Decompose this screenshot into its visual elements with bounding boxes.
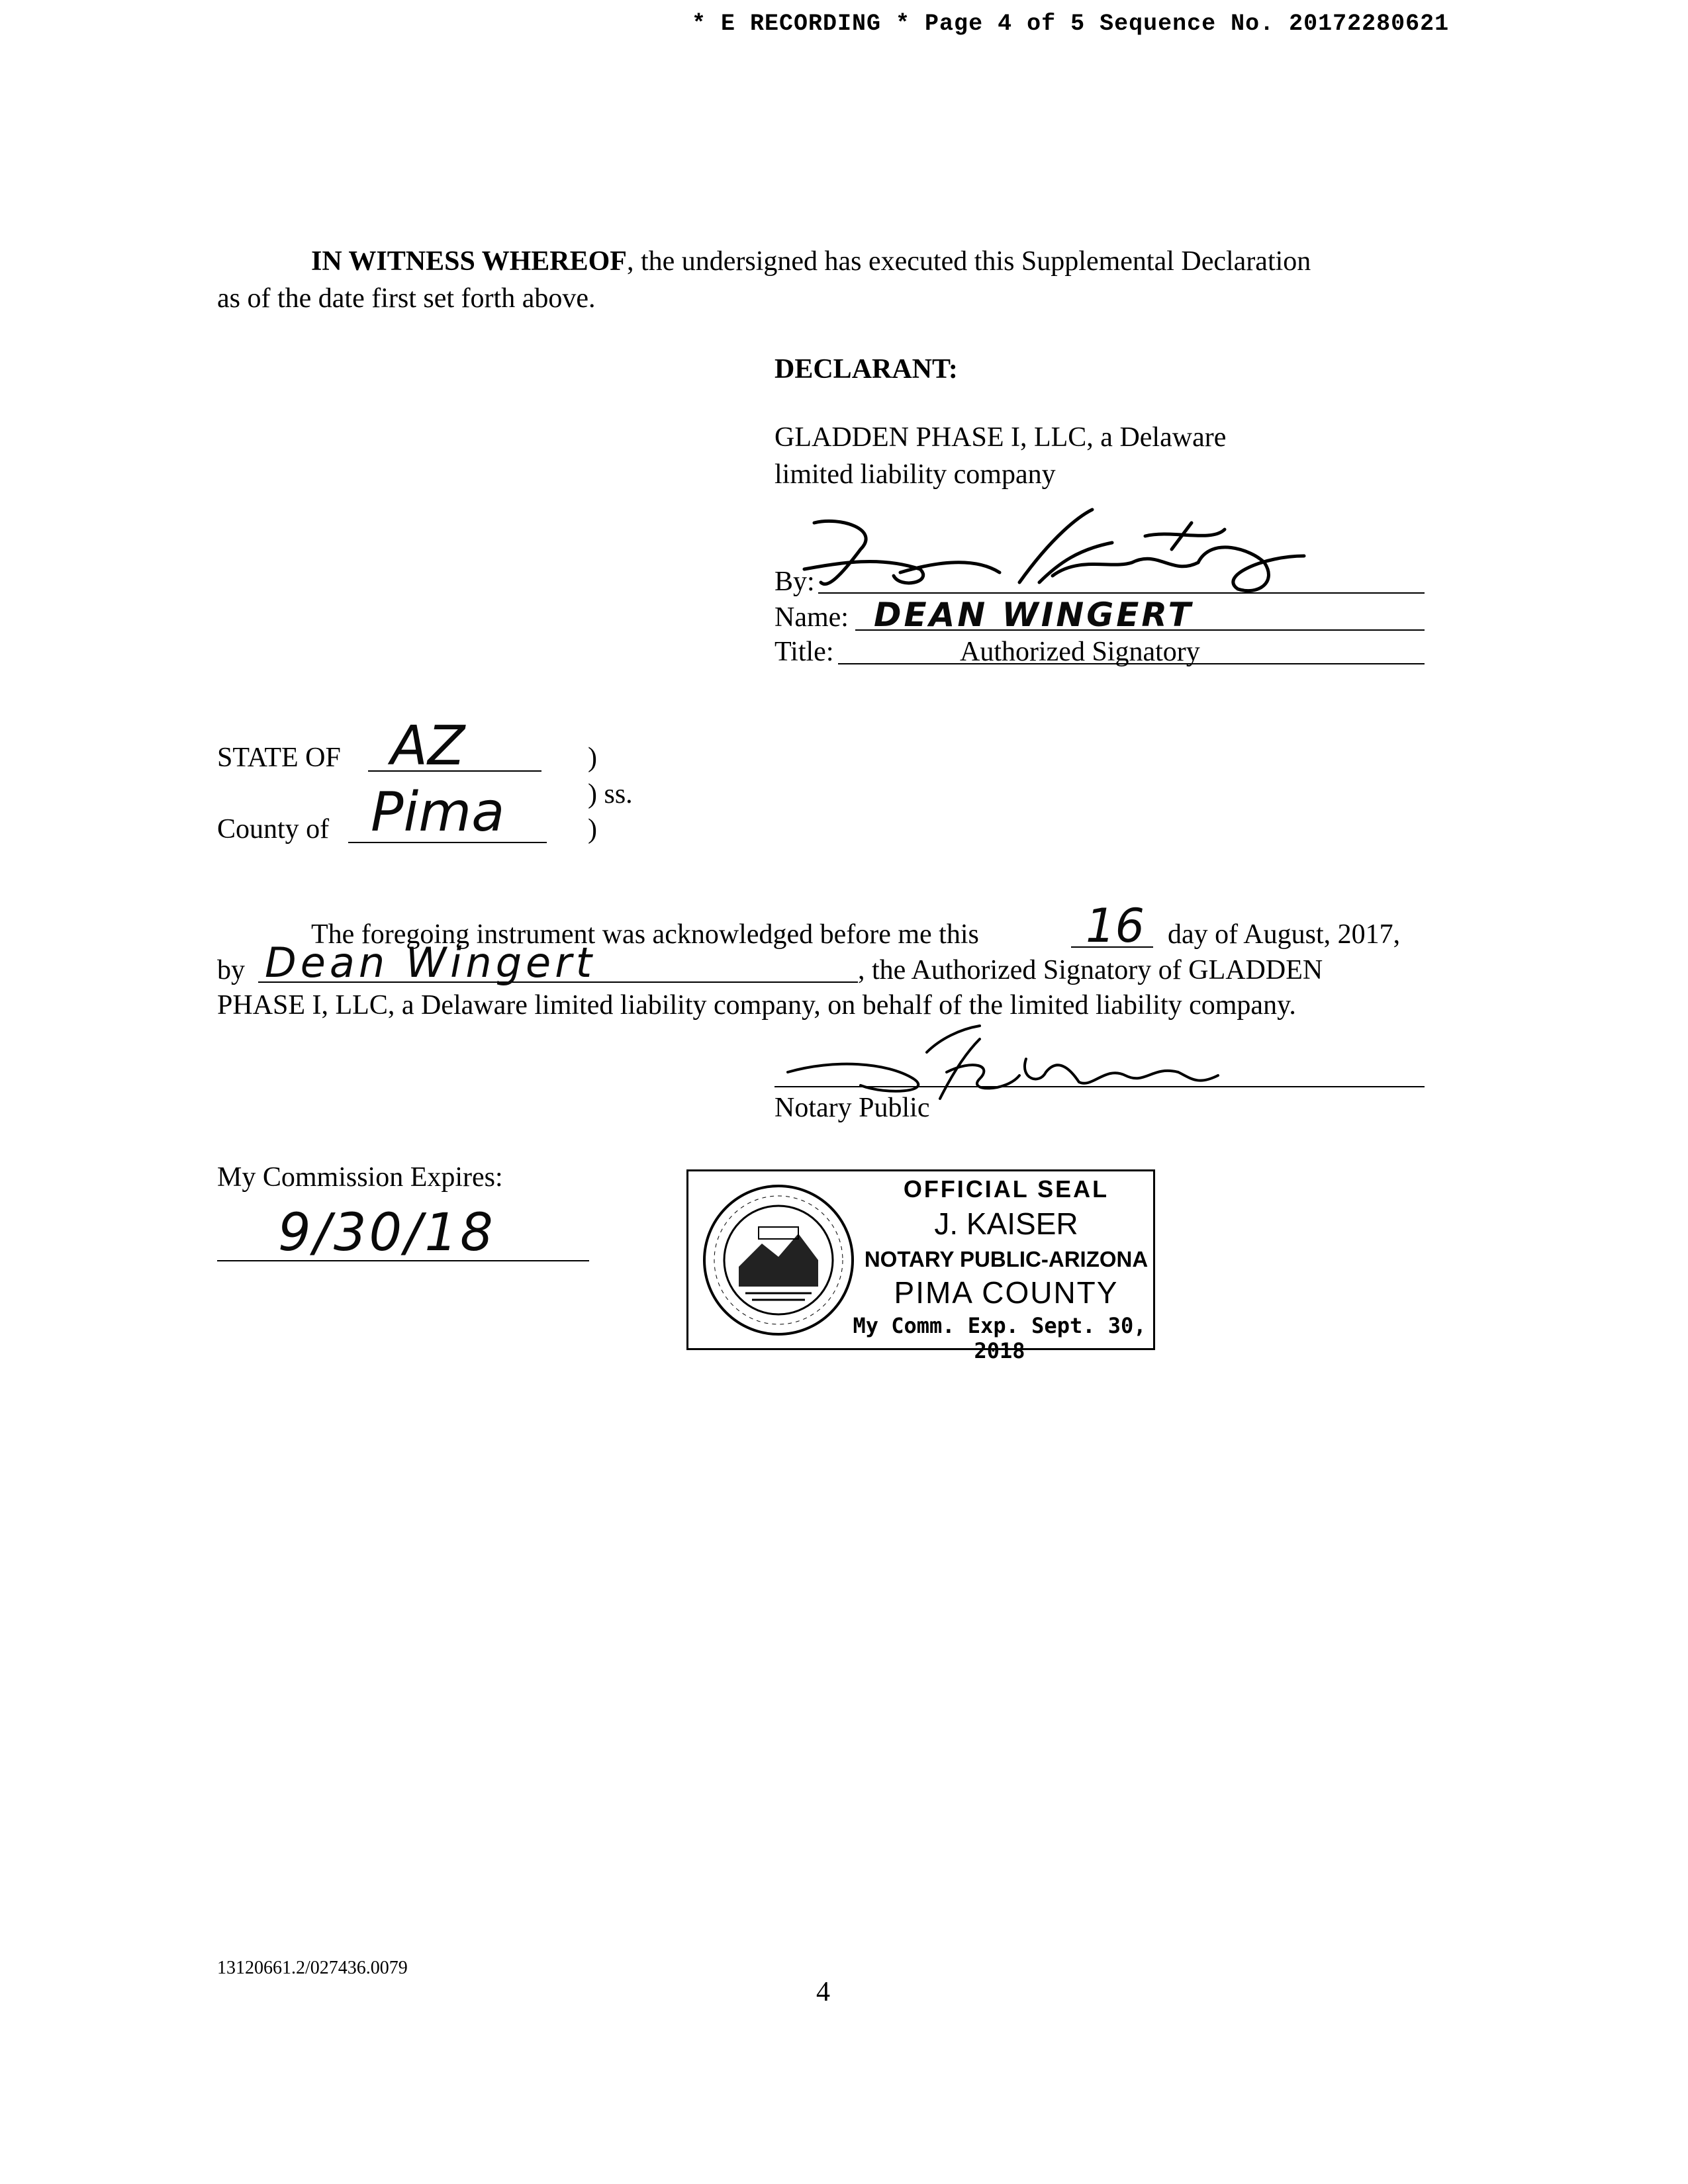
declarant-entity-line-2: limited liability company — [774, 459, 1056, 490]
by-label: By: — [774, 567, 815, 597]
name-label: Name: — [774, 602, 849, 633]
witness-line-2: as of the date first set forth above. — [217, 283, 596, 314]
document-number: 13120661.2/027436.0079 — [217, 1958, 408, 1978]
day-handwritten: 16 — [1086, 899, 1145, 953]
county-handwritten: Pima — [371, 781, 505, 844]
recording-header: * E RECORDING * Page 4 of 5 Sequence No. 20172280621 — [692, 11, 1450, 37]
seal-notary-line: NOTARY PUBLIC-ARIZONA — [864, 1247, 1149, 1271]
seal-expiry: My Comm. Exp. Sept. 30, 2018 — [853, 1313, 1147, 1363]
witness-lead: IN WITNESS WHEREOF — [311, 246, 627, 277]
commission-label: My Commission Expires: — [217, 1162, 503, 1193]
official-seal-stamp — [686, 1169, 1155, 1363]
seal-title: OFFICIAL SEAL — [903, 1175, 1109, 1203]
seal-county: PIMA COUNTY — [894, 1275, 1119, 1310]
arizona-seal-emblem — [699, 1181, 858, 1340]
notary-label: Notary Public — [774, 1093, 930, 1123]
declarant-entity-line-1: GLADDEN PHASE I, LLC, a Delaware — [774, 422, 1227, 453]
ack-line-3: PHASE I, LLC, a Delaware limited liability company, on behalf of the limited liability company. — [217, 990, 1296, 1021]
state-handwritten: AZ — [391, 715, 465, 778]
name-handwritten: DEAN WINGERT — [874, 596, 1194, 634]
declarant-signature — [801, 510, 1331, 609]
witness-line-1 — [311, 244, 1311, 279]
page-number: 4 — [816, 1977, 830, 2007]
signer-handwritten: Dean Wingert — [265, 938, 596, 987]
ack-by: by — [217, 955, 245, 985]
commission-date-handwritten: 9/30/18 — [278, 1203, 496, 1263]
title-value: Authorized Signatory — [960, 637, 1200, 667]
county-paren: ) — [588, 814, 597, 844]
ack-line-2-rest: , the Authorized Signatory of GLADDEN — [858, 955, 1323, 985]
county-label: County of — [217, 814, 330, 844]
witness-line-1-rest: , the undersigned has executed this Supplemental Declaration — [626, 246, 1311, 277]
declarant-heading: DECLARANT: — [774, 354, 958, 385]
title-label: Title: — [774, 637, 834, 667]
ack-line-1b: day of August, 2017, — [1168, 919, 1401, 950]
seal-name: J. KAISER — [934, 1206, 1078, 1241]
ack-line-1a: The foregoing instrument was acknowledged before me this — [311, 919, 979, 950]
state-label: STATE OF — [217, 743, 341, 773]
state-paren: ) — [588, 743, 597, 773]
ss-label: ) ss. — [588, 779, 633, 809]
